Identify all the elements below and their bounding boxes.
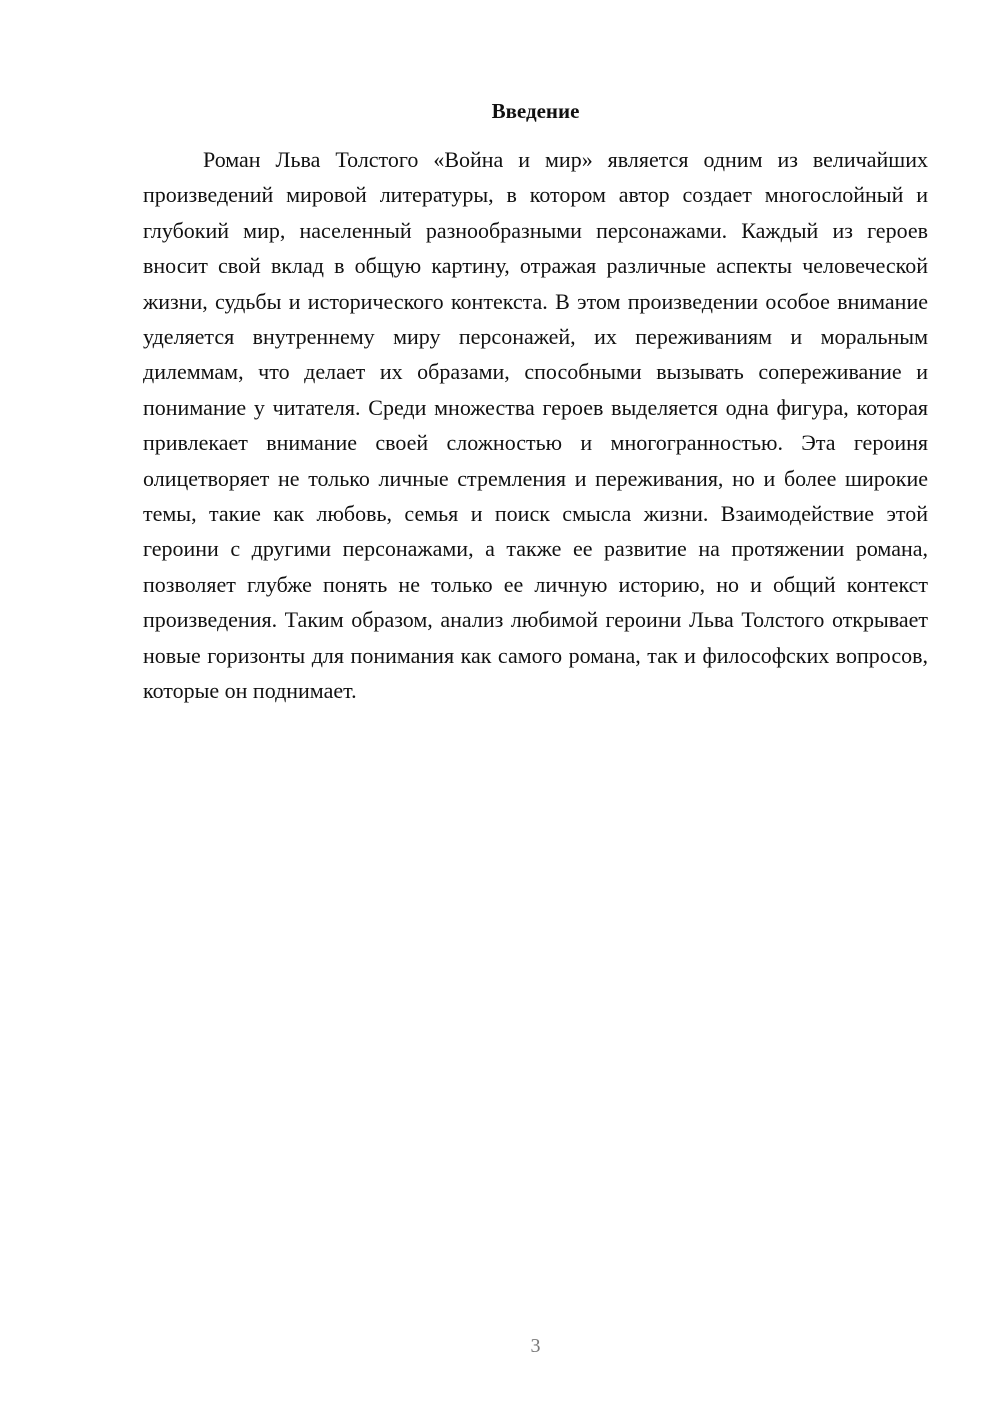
section-heading: Введение <box>491 99 580 123</box>
page-number: 3 <box>530 1335 541 1357</box>
intro-paragraph: Роман Льва Толстого «Война и мир» является одним из величайших произведений мировой литературы, в котором автор создает многослойный и глубокий мир, населенный разнообразными персонажами. Каждый из героев вносит свой вклад в общую картину, отражая различные аспекты человеческой жизни, судьбы и исторического контекста. В этом произведении особое внимание уделяется внутреннему миру персонажей, их переживаниям и моральным дилеммам, что делает их образами, способными вызывать сопереживание и понимание у читателя. Среди множества героев выделяется одна фигура, которая привлекает внимание своей сложностью и многогранностью. Эта героиня олицетворяет не только личные стремления и переживания, но и более широкие темы, такие как любовь, семья и поиск смысла жизни. Взаимодействие этой героини с другими персонажами, а также ее развитие на протяжении романа, позволяет глубже понять не только ее личную историю, но и общий контекст произведения. Таким образом, анализ любимой героини Льва Толстого открывает новые горизонты для понимания как самого романа, так и философских вопросов, которые он поднимает. <box>143 147 928 704</box>
